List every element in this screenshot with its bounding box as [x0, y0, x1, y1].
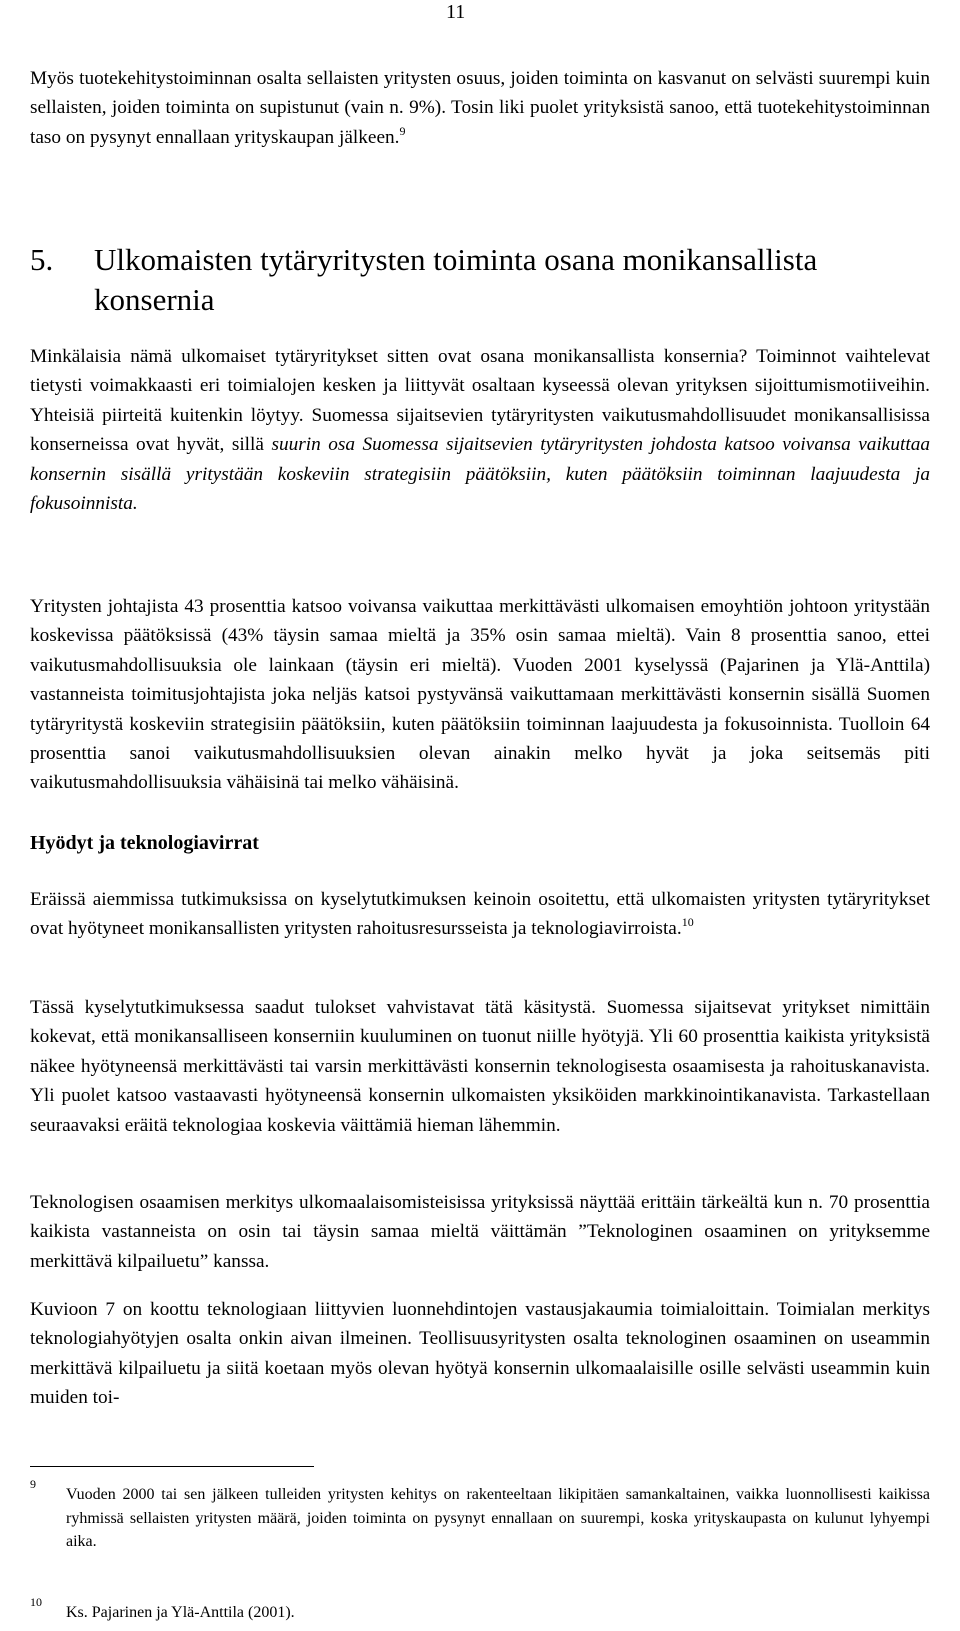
- footnote-mark: 10: [30, 1595, 42, 1609]
- paragraph-earlier-studies: [30, 885, 930, 944]
- paragraph-product-development: [30, 64, 930, 152]
- footnote-10: [30, 1595, 930, 1625]
- paragraph-text: Kuvioon 7 on koottu teknologiaan liittyvien luonnehdintojen vastausjakaumia toimialoittain. Toimialan merkitys teknologiahyötyjen osalta onkin aivan ilmeinen. Teollisuusyritysten osalta teknologinen osaaminen on useammin merkittävä kilpailuetu ja siitä koetaan myös olevan hyötyä konsernin ulkomaalaisille osille selvästi useammin kuin muiden toi-: [30, 1299, 930, 1409]
- footnote-text: Vuoden 2000 tai sen jälkeen tulleiden yritysten kehitys on rakenteeltaan likipitäen samankaltainen, vaikka luonnollisesti kaikissa ryhmissä sellaisten yritysten määrä, joiden toiminta on pysynyt ennallaan on suurempi, koska yrityskaupasta on kulunut lyhyempi aika.: [66, 1486, 930, 1550]
- section-title-line1: Ulkomaisten tytäryritysten toiminta osana monikansallista: [94, 242, 818, 277]
- paragraph-subsidiaries: [30, 342, 930, 518]
- paragraph-text: Teknologisen osaamisen merkitys ulkomaalaisomisteisissa yrityksissä näyttää erittäin tärkeältä kun n. 70 prosenttia kaikista vastanneista on osin tai täysin samaa mieltä väittämän ”Teknologinen osaaminen on yrityksemme merkittävä kilpailuetu” kanssa.: [30, 1192, 930, 1272]
- footnote-ref-9: 9: [399, 123, 406, 138]
- paragraph-text: Yritysten johtajista 43 prosenttia katsoo voivansa vaikuttaa merkittävästi ulkomaisen emoyhtiön johtoon yritystään koskevissa päätöksissä (43% täysin samaa mieltä ja 35% osin samaa mieltä). Vain 8 prosenttia sanoo, ettei vaikutusmahdollisuuksia ole lainkaan (täysin eri mieltä). Vuoden 2001 kyselyssä (Pajarinen ja Ylä-Anttila) vastanneista toimitusjohtajista joka neljäs katsoi pystyvänsä vaikuttamaan merkittävästi konsernin sisällä Suomen tytäryritystä koskeviin strategisiin päätöksiin, kuten päätöksiin toiminnan laajuudesta ja fokusoinnista. Tuolloin 64 prosenttia sanoi vaikutusmahdollisuuksien olevan ainakin melko hyvät ja joka seitsemäs piti vaikutusmahdollisuuksia vähäisinä tai melko vähäisinä.: [30, 596, 930, 794]
- paragraph-survey-results: [30, 993, 930, 1140]
- subheading-benefits: Hyödyt ja teknologiavirrat: [30, 832, 259, 854]
- paragraph-text: Myös tuotekehitystoiminnan osalta sellaisten yritysten osuus, joiden toiminta on kasvanut on selvästi suurempi kuin sellaisten, joiden toiminta on supistunut (vain n. 9%). Tosin liki puolet yrityksistä sanoo, että tuotekehitystoiminnan taso on pysynyt ennallaan yrityskaupan jälkeen.: [30, 68, 930, 148]
- paragraph-executives: [30, 592, 930, 798]
- paragraph-technological-competence: [30, 1188, 930, 1276]
- footnote-mark: 9: [30, 1477, 36, 1491]
- footnote-divider: [30, 1466, 314, 1467]
- footnote-9: [30, 1477, 930, 1554]
- page-number: 11: [446, 1, 466, 23]
- paragraph-figure-7: [30, 1295, 930, 1413]
- section-title-line2: konsernia: [94, 282, 215, 317]
- section-number: 5.: [30, 242, 54, 277]
- paragraph-text: Tässä kyselytutkimuksessa saadut tulokset vahvistavat tätä käsitystä. Suomessa sijaitsevat yritykset nimittäin kokevat, että monikansalliseen konserniin kuuluminen on tuonut niille hyötyjä. Yli 60 prosenttia kaikista yrityksistä näkee hyötyneensä merkittävästi tai varsin merkittävästi konsernin teknologisesta osaamisesta ja rahoituskanavista. Yli puolet katsoo vastaavasti hyötyneensä konsernin ulkomaisten yksiköiden markkinointikanavista. Tarkastellaan seuraavaksi eräitä teknologiaa koskevia väittämiä hieman lähemmin.: [30, 997, 930, 1136]
- footnote-text: Ks. Pajarinen ja Ylä-Anttila (2001).: [66, 1604, 295, 1621]
- footnote-ref-10: 10: [681, 915, 694, 930]
- paragraph-italic-text: suurin osa Suomessa sijaitsevien tytäryritysten johdosta katsoo voivansa vaikuttaa konsernin sisällä yritystään koskeviin strategisiin päätöksiin, kuten päätöksiin toiminnan laajuudesta ja fokusoinnista.: [30, 434, 930, 515]
- paragraph-text: Eräissä aiemmissa tutkimuksissa on kyselytutkimuksen keinoin osoitettu, että ulkomaisten yritysten tytäryritykset ovat hyötyneet monikansallisten yritysten rahoitusresursseista ja teknologiavirroista.: [30, 889, 930, 940]
- section-heading-5: [30, 240, 930, 320]
- paragraph-text: Minkälaisia nämä ulkomaiset tytäryritykset sitten ovat osana monikansallista konsernia? Toiminnot vaihtelevat tietysti voimakkaasti eri toimialojen kesken ja liittyvät osaltaan kyseessä olevan yrityksen sijoittumismotiiveihin. Yhteisiä piirteitä kuitenkin löytyy. Suomessa sijaitsevien tytäryritysten vaikutusmahdollisuudet monikansallisissa konserneissa ovat hyvät, sillä: [30, 346, 930, 456]
